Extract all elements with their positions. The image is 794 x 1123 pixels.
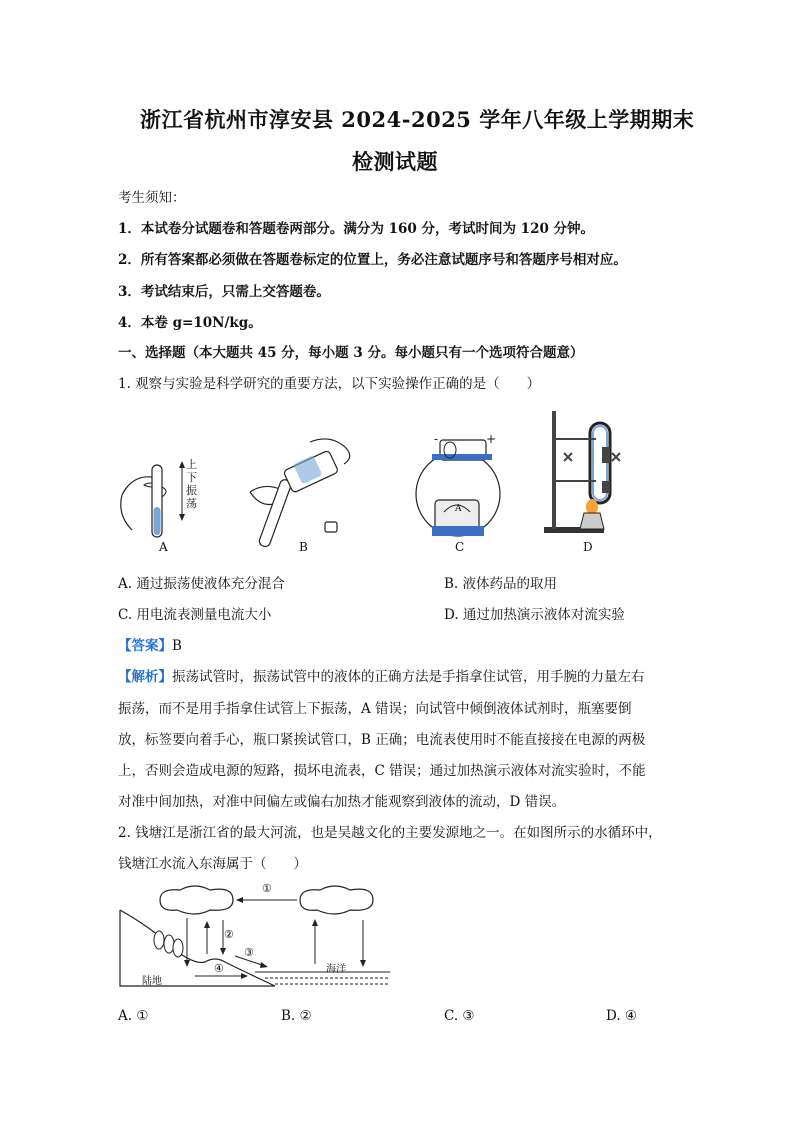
q1-fig-a-char-3: 振 xyxy=(186,484,197,497)
q2-option-c: C. ③ xyxy=(444,1008,475,1024)
q1-fig-a-char-1: 上 xyxy=(186,458,197,471)
q1-answer xyxy=(118,634,182,654)
q1-fig-c-plus: + xyxy=(486,432,497,446)
section-heading: 一、选择题（本大题共 45 分，每小题 3 分。每小题只有一个选项符合题意） xyxy=(118,345,584,361)
q2-label-ocean: 海洋 xyxy=(326,964,346,975)
q2-label-1: ① xyxy=(262,882,272,895)
notice-heading: 考生须知： xyxy=(118,190,186,206)
q2-label-3: ③ xyxy=(244,946,254,959)
q1-option-a: A. 通过振荡使液体充分混合 xyxy=(118,576,285,592)
q2-stem-line-1: 2. 钱塘江是浙江省的最大河流，也是吴越文化的主要发源地之一。在如图所示的水循环中， xyxy=(118,825,662,841)
q1-fig-letter-b: B xyxy=(299,540,308,554)
notice-item-3: 3．考试结束后，只需上交答题卷。 xyxy=(118,284,330,300)
q1-fig-c-meter: A xyxy=(455,504,462,514)
q1-analysis-line-5: 对准中间加热，对准中间偏左或偏右加热才能观察到液体的流动，D 错误。 xyxy=(118,794,566,810)
q2-label-4: ④ xyxy=(214,962,224,975)
q2-option-b: B. ② xyxy=(281,1008,312,1024)
q2-label-land: 陆地 xyxy=(142,976,162,987)
notice-item-1: 1．本试卷分试题卷和答题卷两部分。满分为 160 分，考试时间为 120 分钟。 xyxy=(118,221,595,237)
q1-fig-letter-a: A xyxy=(159,540,168,554)
q1-fig-letter-c: C xyxy=(455,540,465,554)
q1-figure-b xyxy=(240,432,360,542)
analysis-text-1: 振荡试管时，振荡试管中的液体的正确方法是手指拿住试管，用手腕的力量左右 xyxy=(172,669,645,685)
q1-option-d: D. 通过加热演示液体对流实验 xyxy=(444,607,625,623)
q1-analysis-line-4: 上，否则会造成电源的短路，损坏电流表，C 错误；通过加热演示液体对流实验时，不能 xyxy=(118,763,646,779)
q1-fig-letter-d: D xyxy=(583,540,593,554)
page-title: 浙江省杭州市淳安县 2024-2025 学年八年级上学期期末 xyxy=(140,107,695,132)
q2-stem-line-2: 钱塘江水流入东海属于（ ） xyxy=(118,856,307,872)
q1-fig-a-char-2: 下 xyxy=(186,471,197,484)
notice-item-2: 2．所有答案都必须做在答题卷标定的位置上，务必注意试题序号和答题序号相对应。 xyxy=(118,252,627,268)
q1-option-c: C. 用电流表测量电流大小 xyxy=(118,607,272,623)
q1-stem: 1. 观察与实验是科学研究的重要方法，以下实验操作正确的是（ ） xyxy=(118,376,541,392)
q1-figure-c xyxy=(410,432,510,542)
q1-fig-c-minus: - xyxy=(434,432,439,446)
answer-tag: 【答案】 xyxy=(118,638,172,654)
q1-fig-a-char-4: 荡 xyxy=(186,497,197,510)
q1-analysis-line-3: 放，标签要向着手心，瓶口紧挨试管口，B 正确；电流表使用时不能直接接在电源的两极 xyxy=(118,732,646,748)
page-subtitle: 检测试题 xyxy=(352,149,438,174)
q1-figure-d xyxy=(540,405,640,535)
q2-option-a: A. ① xyxy=(118,1008,149,1024)
q1-analysis-line-1 xyxy=(118,665,645,685)
notice-item-4: 4．本卷 g=10N/kg。 xyxy=(118,315,262,331)
q1-figure-a xyxy=(112,445,222,555)
q2-option-d: D. ④ xyxy=(606,1008,638,1024)
q1-analysis-line-2: 振荡，而不是用手指拿住试管上下振荡，A 错误；向试管中倾倒液体试剂时，瓶塞要倒 xyxy=(118,701,632,717)
q1-option-b: B. 液体药品的取用 xyxy=(444,576,558,592)
analysis-tag: 【解析】 xyxy=(118,669,172,685)
answer-value: B xyxy=(172,638,182,654)
q2-label-2: ② xyxy=(224,928,234,941)
